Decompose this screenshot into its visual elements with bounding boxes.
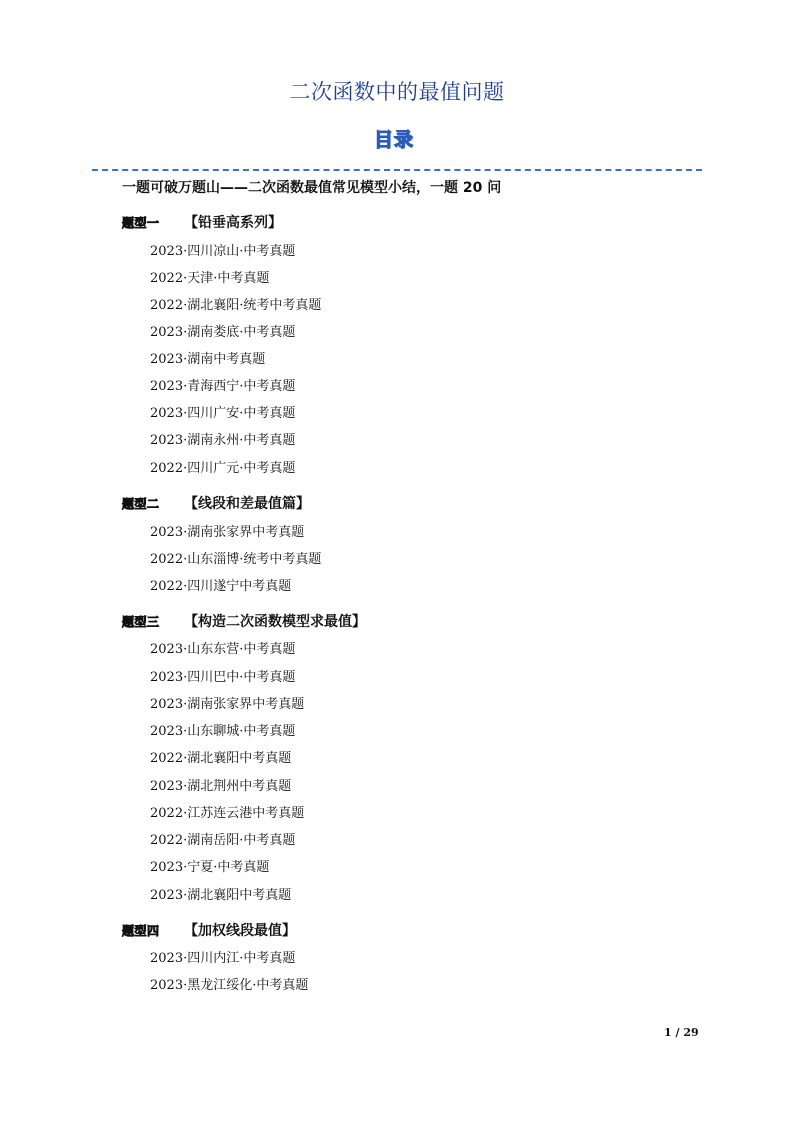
section-tag: 题型二 bbox=[122, 496, 160, 511]
section-heading-2[interactable] bbox=[122, 493, 310, 513]
toc-item[interactable]: 2023·宁夏·中考真题 bbox=[150, 860, 270, 875]
toc-item[interactable]: 2023·四川广安·中考真题 bbox=[150, 406, 296, 421]
section-tag: 题型一 bbox=[122, 215, 160, 230]
toc-item[interactable]: 2022·湖北襄阳·统考中考真题 bbox=[150, 298, 322, 313]
section-title: 【构造二次函数模型求最值】 bbox=[184, 614, 366, 630]
toc-item[interactable]: 2023·四川巴中·中考真题 bbox=[150, 670, 296, 685]
toc-item[interactable]: 2022·湖北襄阳中考真题 bbox=[150, 751, 292, 766]
section-heading-4[interactable] bbox=[122, 920, 296, 940]
toc-item[interactable]: 2023·湖南中考真题 bbox=[150, 352, 266, 367]
section-tag: 题型三 bbox=[122, 614, 160, 629]
section-title: 【加权线段最值】 bbox=[184, 923, 296, 939]
toc-item[interactable]: 2023·山东聊城·中考真题 bbox=[150, 724, 296, 739]
toc-item[interactable]: 2022·天津·中考真题 bbox=[150, 271, 270, 286]
toc-item[interactable]: 2023·湖南娄底·中考真题 bbox=[150, 325, 296, 340]
section-tag: 题型四 bbox=[122, 923, 160, 938]
dashed-divider bbox=[92, 169, 702, 171]
toc-item[interactable]: 2022·山东淄博·统考中考真题 bbox=[150, 552, 322, 567]
toc-item[interactable]: 2022·四川遂宁中考真题 bbox=[150, 579, 292, 594]
toc-item[interactable]: 2023·湖南永州·中考真题 bbox=[150, 433, 296, 448]
toc-item[interactable]: 2023·湖南张家界中考真题 bbox=[150, 525, 305, 540]
toc-item[interactable]: 2022·湖南岳阳·中考真题 bbox=[150, 833, 296, 848]
toc-subtitle-link[interactable]: 一题可破万题山——二次函数最值常见模型小结，一题 20 问 bbox=[122, 180, 502, 196]
toc-item[interactable]: 2022·江苏连云港中考真题 bbox=[150, 806, 305, 821]
toc-item[interactable]: 2023·湖北荆州中考真题 bbox=[150, 779, 292, 794]
page-number: 1 / 29 bbox=[664, 1026, 699, 1039]
toc-item[interactable]: 2023·湖北襄阳中考真题 bbox=[150, 888, 292, 903]
toc-item[interactable]: 2023·山东东营·中考真题 bbox=[150, 642, 296, 657]
toc-item[interactable]: 2023·四川内江·中考真题 bbox=[150, 951, 296, 966]
toc-badge: 目录 bbox=[374, 129, 415, 151]
toc-item[interactable]: 2023·四川凉山·中考真题 bbox=[150, 244, 296, 259]
page-title: 二次函数中的最值问题 bbox=[289, 80, 505, 104]
section-title: 【线段和差最值篇】 bbox=[184, 496, 310, 512]
toc-item[interactable]: 2023·青海西宁·中考真题 bbox=[150, 379, 296, 394]
toc-item[interactable]: 2023·黑龙江绥化·中考真题 bbox=[150, 978, 309, 993]
section-heading-3[interactable] bbox=[122, 611, 366, 631]
toc-item[interactable]: 2023·湖南张家界中考真题 bbox=[150, 697, 305, 712]
section-heading-1[interactable] bbox=[122, 212, 282, 232]
toc-item[interactable]: 2022·四川广元·中考真题 bbox=[150, 461, 296, 476]
section-title: 【铅垂高系列】 bbox=[184, 215, 282, 231]
